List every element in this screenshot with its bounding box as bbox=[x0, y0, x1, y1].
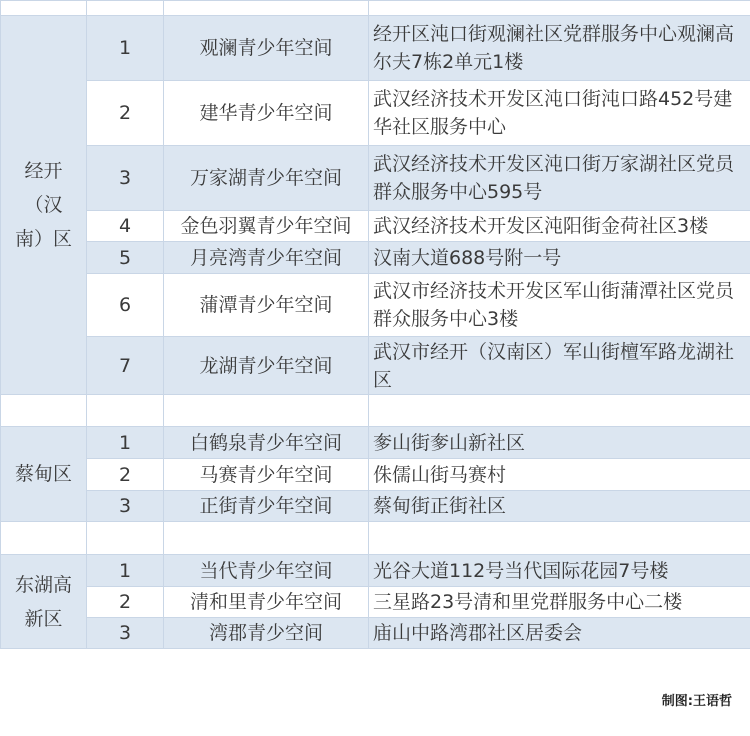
row-number: 1 bbox=[87, 427, 164, 459]
row-number: 5 bbox=[87, 242, 164, 274]
row-number: 7 bbox=[87, 337, 164, 395]
district-cell: 东湖高 新区 bbox=[1, 555, 87, 649]
row-number: 2 bbox=[87, 587, 164, 618]
space-name: 马赛青少年空间 bbox=[164, 459, 369, 491]
space-name: 观澜青少年空间 bbox=[164, 16, 369, 81]
row-number: 6 bbox=[87, 274, 164, 337]
spacer-row bbox=[1, 1, 750, 16]
space-name: 湾郡青少空间 bbox=[164, 618, 369, 649]
space-name: 正街青少年空间 bbox=[164, 491, 369, 522]
row-number: 4 bbox=[87, 211, 164, 242]
row-number: 3 bbox=[87, 618, 164, 649]
table-row bbox=[1, 81, 750, 146]
space-address: 奓山街奓山新社区 bbox=[369, 427, 750, 459]
table-row bbox=[1, 146, 750, 211]
table-row bbox=[1, 211, 750, 242]
space-name: 月亮湾青少年空间 bbox=[164, 242, 369, 274]
space-name: 白鹤泉青少年空间 bbox=[164, 427, 369, 459]
space-address: 武汉经济技术开发区沌口街沌口路452号建华社区服务中心 bbox=[369, 81, 750, 146]
table-row bbox=[1, 491, 750, 522]
space-name: 万家湖青少年空间 bbox=[164, 146, 369, 211]
table-row bbox=[1, 337, 750, 395]
space-address: 武汉经济技术开发区沌阳街金荷社区3楼 bbox=[369, 211, 750, 242]
space-name: 龙湖青少年空间 bbox=[164, 337, 369, 395]
table-row bbox=[1, 618, 750, 649]
table-row bbox=[1, 16, 750, 81]
row-number: 1 bbox=[87, 16, 164, 81]
table-row bbox=[1, 555, 750, 587]
spacer-row bbox=[1, 395, 750, 427]
spacer-row bbox=[1, 522, 750, 555]
space-address: 庙山中路湾郡社区居委会 bbox=[369, 618, 750, 649]
space-address: 武汉经济技术开发区沌口街万家湖社区党员群众服务中心595号 bbox=[369, 146, 750, 211]
space-address: 武汉市经济技术开发区军山街蒲潭社区党员群众服务中心3楼 bbox=[369, 274, 750, 337]
space-address: 侏儒山街马赛村 bbox=[369, 459, 750, 491]
row-number: 2 bbox=[87, 81, 164, 146]
table-row bbox=[1, 274, 750, 337]
space-name: 金色羽翼青少年空间 bbox=[164, 211, 369, 242]
space-address: 经开区沌口街观澜社区党群服务中心观澜高尔夫7栋2单元1楼 bbox=[369, 16, 750, 81]
row-number: 2 bbox=[87, 459, 164, 491]
space-name: 蒲潭青少年空间 bbox=[164, 274, 369, 337]
chart-credit: 制图:王语哲 bbox=[661, 694, 732, 709]
space-address: 光谷大道112号当代国际花园7号楼 bbox=[369, 555, 750, 587]
table-row bbox=[1, 459, 750, 491]
space-address: 三星路23号清和里党群服务中心二楼 bbox=[369, 587, 750, 618]
space-address: 武汉市经开（汉南区）军山街檀军路龙湖社区 bbox=[369, 337, 750, 395]
row-number: 1 bbox=[87, 555, 164, 587]
space-name: 建华青少年空间 bbox=[164, 81, 369, 146]
space-name: 当代青少年空间 bbox=[164, 555, 369, 587]
table-row bbox=[1, 427, 750, 459]
table-row bbox=[1, 242, 750, 274]
row-number: 3 bbox=[87, 146, 164, 211]
district-cell: 经开 （汉 南）区 bbox=[1, 16, 87, 395]
row-number: 3 bbox=[87, 491, 164, 522]
space-address: 蔡甸街正街社区 bbox=[369, 491, 750, 522]
district-cell: 蔡甸区 bbox=[1, 427, 87, 522]
table-row bbox=[1, 587, 750, 618]
space-address: 汉南大道688号附一号 bbox=[369, 242, 750, 274]
space-name: 清和里青少年空间 bbox=[164, 587, 369, 618]
